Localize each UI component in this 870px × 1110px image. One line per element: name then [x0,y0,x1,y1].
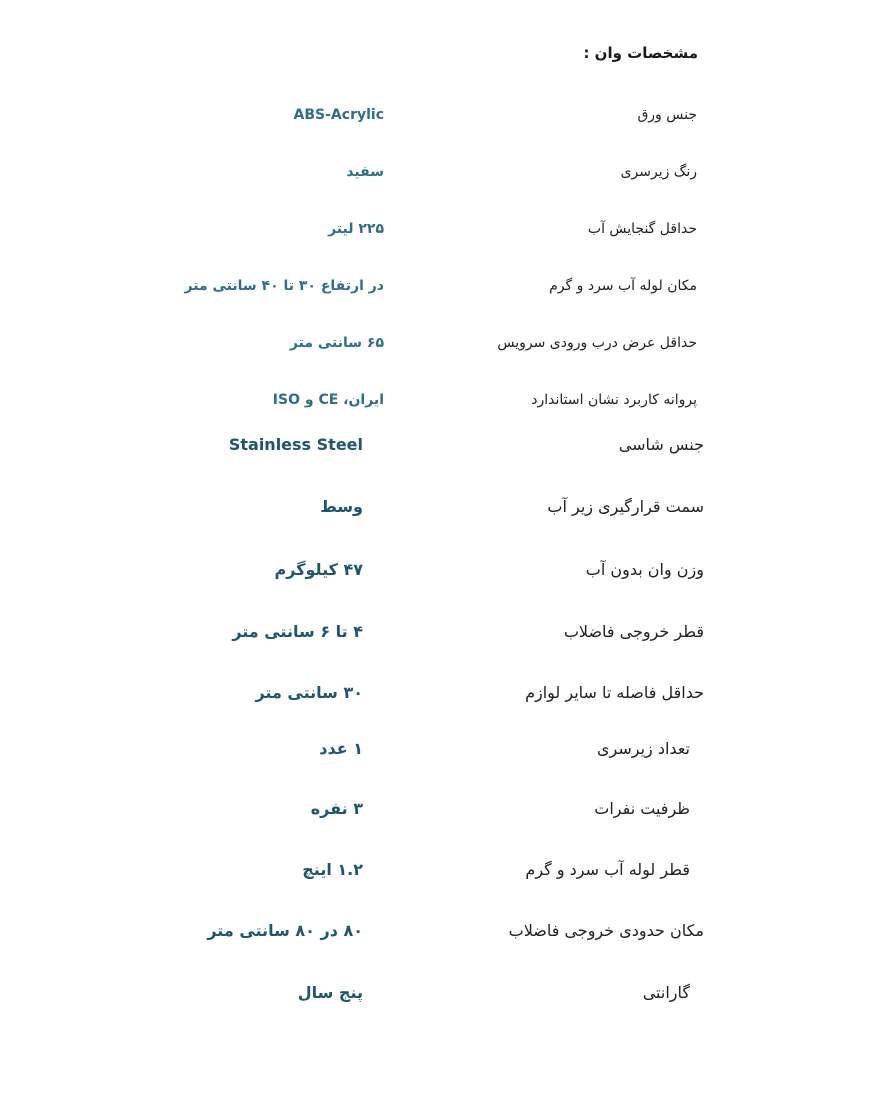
spec-label: جنس شاسی [618,435,704,454]
spec-row [0,430,870,460]
spec-value: ۳ نفره [310,799,363,818]
spec-label: تعداد زیرسری [597,739,690,758]
spec-label: ظرفیت نفرات [594,799,690,818]
spec-row [0,678,870,708]
spec-value: ایران، CE و ISO [272,392,384,408]
spec-row [0,978,870,1008]
spec-row [0,555,870,585]
spec-value: ۱ عدد [319,739,363,758]
spec-label: حداقل فاصله تا سایر لوازم [525,683,704,702]
spec-row [0,492,870,522]
spec-row [0,385,870,415]
spec-row [0,794,870,824]
spec-label: مکان لوله آب سرد و گرم [549,278,697,294]
spec-row [0,617,870,647]
spec-label: مکان حدودی خروجی فاضلاب [508,921,704,940]
spec-row [0,734,870,764]
spec-label: قطر لوله آب سرد و گرم [525,860,690,879]
spec-value: پنج سال [297,983,363,1002]
spec-label: وزن وان بدون آب [585,560,704,579]
spec-label: گارانتی [642,983,690,1002]
spec-label: جنس ورق [637,107,697,123]
spec-row [0,214,870,244]
spec-value: Stainless Steel [228,435,363,454]
spec-value: ۴ تا ۶ سانتی متر [232,622,363,641]
spec-label: قطر خروجی فاضلاب [563,622,704,641]
spec-label: حداقل عرض درب ورودی سرویس [497,335,697,351]
spec-row [0,328,870,358]
spec-title: مشخصات وان : [583,44,698,62]
spec-value: ABS-Acrylic [293,107,384,123]
spec-value: وسط [320,497,363,516]
spec-value: ۴۷ کیلوگرم [274,560,363,579]
spec-label: رنگ زیرسری [620,164,697,180]
spec-value: ۳۰ سانتی متر [255,683,363,702]
spec-row [0,855,870,885]
spec-row [0,271,870,301]
spec-row [0,100,870,130]
spec-value: ۸۰ در ۸۰ سانتی متر [207,921,363,940]
spec-row [0,157,870,187]
spec-value: ۶۵ سانتی متر [289,335,384,351]
spec-label: پروانه کاربرد نشان استاندارد [531,392,697,408]
spec-label: سمت قرارگیری زیر آب [547,497,704,516]
spec-row [0,916,870,946]
spec-value: ۲۲۵ لیتر [328,221,384,237]
spec-value: سفید [346,164,384,180]
spec-value: ۱.۲ اینچ [302,860,363,879]
spec-label: حداقل گنجایش آب [587,221,697,237]
spec-value: در ارتفاع ۳۰ تا ۴۰ سانتی متر [184,278,384,294]
